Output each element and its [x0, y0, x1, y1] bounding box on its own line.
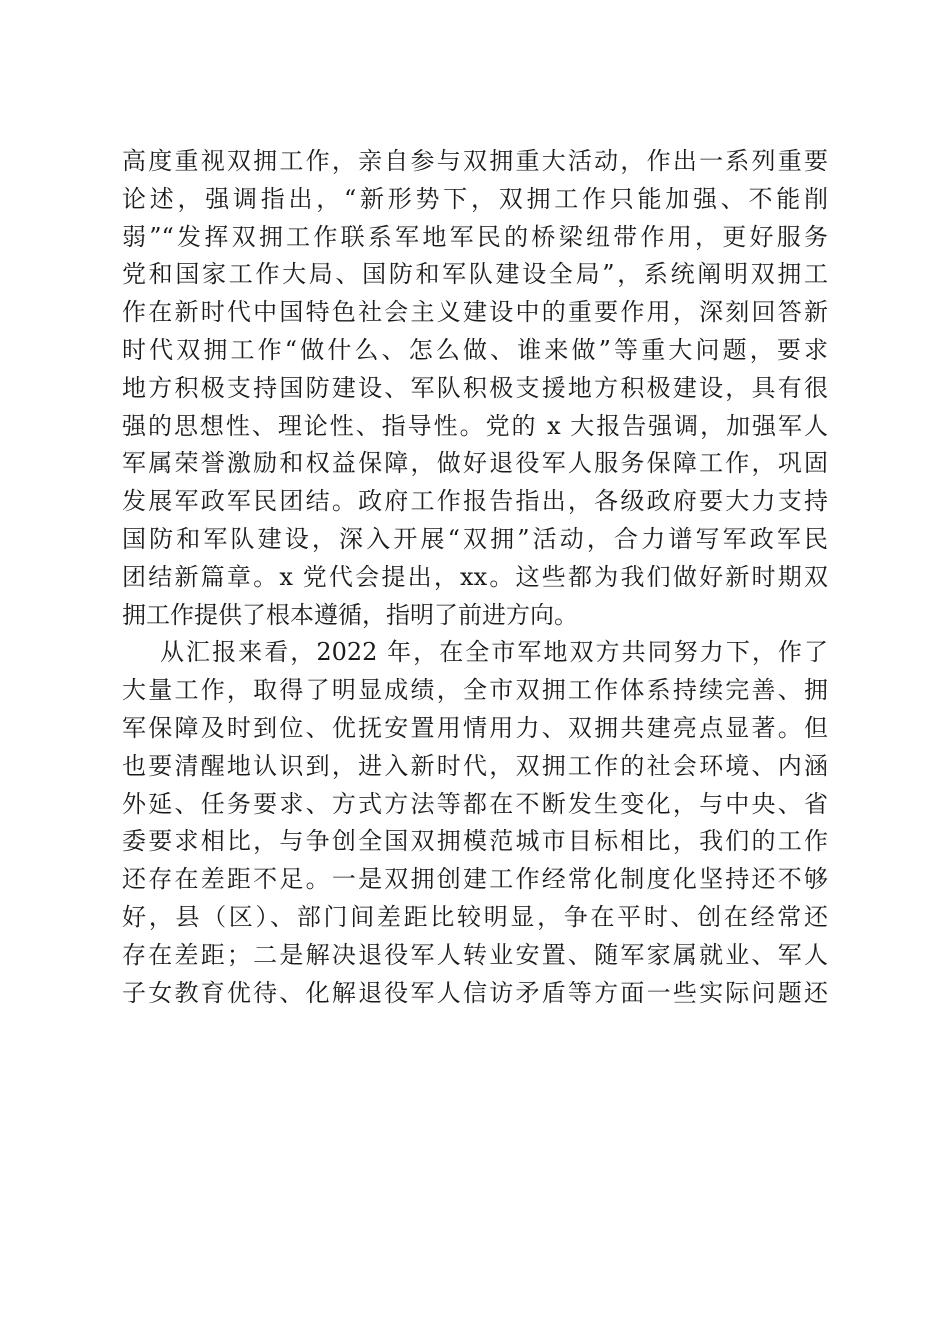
paragraph-2	[122, 634, 828, 1012]
text-line: 外延、任务要求、方式方法等都在不断发生变化，与中央、省	[122, 789, 828, 818]
text-line: 拥工作提供了根本遵循，指明了前进方向。	[122, 600, 578, 629]
text-line: 好，县（区）、部门间差距比较明显，争在平时、创在经常还	[122, 902, 828, 931]
text-line: 还存在差距不足。一是双拥创建工作经常化制度化坚持还不够	[122, 865, 828, 894]
text-line: 军属荣誉激励和权益保障，做好退役军人服务保障工作，巩固	[122, 449, 828, 478]
document-page	[122, 143, 828, 1012]
text-line: 高度重视双拥工作，亲自参与双拥重大活动，作出一系列重要	[122, 147, 828, 175]
text-line: 地方积极支持国防建设、军队积极支援地方积极建设，具有很	[122, 373, 828, 402]
text-line: 论述，强调指出，“新形势下，双拥工作只能加强、不能削	[122, 184, 828, 213]
text-line: 军保障及时到位、优抚安置用情用力、双拥共建亮点显著。但	[122, 713, 828, 742]
text-line: 党和国家工作大局、国防和军队建设全局”，系统阐明双拥工	[122, 260, 828, 289]
text-line: 发展军政军民团结。政府工作报告指出，各级政府要大力支持	[122, 487, 828, 516]
text-line: 大量工作，取得了明显成绩，全市双拥工作体系持续完善、拥	[122, 676, 828, 705]
text-line: 作在新时代中国特色社会主义建设中的重要作用，深刻回答新	[122, 298, 828, 327]
text-line: 委要求相比，与争创全国双拥模范城市目标相比，我们的工作	[122, 827, 828, 856]
text-line: 也要清醒地认识到，进入新时代，双拥工作的社会环境、内涵	[122, 751, 828, 780]
text-line: 团结新篇章。x 党代会提出，xx。这些都为我们做好新时期双	[122, 562, 828, 591]
text-line: 弱”“发挥双拥工作联系军地军民的桥梁纽带作用，更好服务	[122, 222, 828, 251]
text-line: 时代双拥工作“做什么、怎么做、谁来做”等重大问题，要求	[122, 335, 828, 364]
text-line: 子女教育优待、化解退役军人信访矛盾等方面一些实际问题还	[122, 978, 828, 1007]
text-line: 从汇报来看，2022 年，在全市军地双方共同努力下，作了	[160, 638, 828, 667]
text-line: 存在差距；二是解决退役军人转业安置、随军家属就业、军人	[122, 940, 828, 969]
text-line: 强的思想性、理论性、指导性。党的 x 大报告强调，加强军人	[122, 411, 828, 440]
paragraph-1	[122, 143, 828, 634]
text-line: 国防和军队建设，深入开展“双拥”活动，合力谱写军政军民	[122, 524, 828, 553]
